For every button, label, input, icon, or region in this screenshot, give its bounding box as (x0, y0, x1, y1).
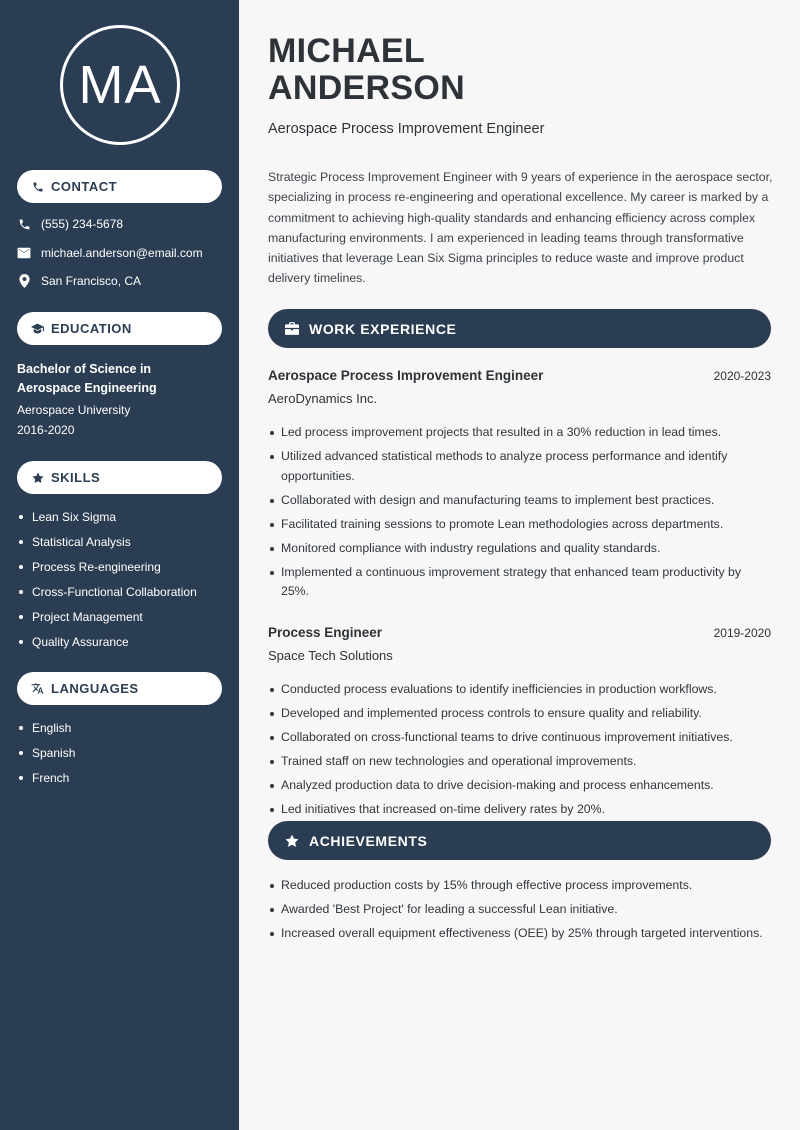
achievement-item: Reduced production costs by 15% through effective process improvements. (268, 876, 768, 896)
achievement-item: Increased overall equipment effectiveness (OEE) by 25% through targeted interventions. (268, 924, 768, 944)
skill-text: Statistical Analysis (32, 535, 131, 549)
contact-email (17, 246, 203, 260)
contact-heading-label: CONTACT (51, 179, 118, 194)
skills-heading-label: SKILLS (51, 470, 101, 485)
avatar-initials: MA (78, 55, 162, 115)
briefcase-icon (285, 322, 299, 336)
translate-icon (31, 682, 44, 695)
achievement-item: Awarded 'Best Project' for leading a successful Lean initiative. (268, 900, 768, 920)
skill-item (17, 584, 197, 609)
education-heading-label: EDUCATION (51, 321, 132, 336)
star-icon (31, 471, 44, 484)
map-pin-icon (17, 274, 31, 288)
contact-phone-text: (555) 234-5678 (41, 217, 124, 231)
star-icon (285, 834, 299, 848)
name-last: ANDERSON (268, 69, 465, 107)
sidebar (0, 0, 239, 1130)
job-title: Aerospace Process Improvement Engineer (268, 121, 545, 137)
skills-heading (17, 461, 222, 494)
skill-text: Quality Assurance (32, 635, 129, 649)
education-degree: Bachelor of Science in Aerospace Engineering (17, 362, 157, 395)
job-dates: 2019-2020 (713, 626, 771, 640)
job-bullet: Led initiatives that increased on-time delivery rates by 20%. (268, 800, 768, 820)
work-experience-heading (268, 309, 771, 348)
skill-text: Cross-Functional Collaboration (32, 585, 197, 599)
education-years: 2016-2020 (17, 423, 75, 437)
job-bullet: Analyzed production data to drive decision-making and process enhancements. (268, 776, 768, 796)
achievements-heading-label: ACHIEVEMENTS (309, 832, 428, 849)
skill-item (17, 534, 197, 559)
job-title-text: Process Engineer (268, 625, 383, 640)
work-experience-heading-label: WORK EXPERIENCE (309, 320, 457, 337)
phone-icon (31, 180, 44, 193)
candidate-name (268, 33, 465, 107)
skills-list (17, 509, 197, 659)
skill-item (17, 509, 197, 534)
language-text: English (32, 721, 72, 735)
skill-item (17, 559, 197, 584)
job-bullets (268, 680, 768, 824)
skill-text: Process Re-engineering (32, 560, 161, 574)
languages-heading (17, 672, 222, 705)
job-dates: 2020-2023 (713, 369, 771, 383)
job-bullet: Collaborated on cross-functional teams to drive continuous improvement initiatives. (268, 728, 768, 748)
language-text: Spanish (32, 746, 76, 760)
language-item (17, 745, 75, 770)
job-bullets (268, 423, 768, 606)
job-bullet: Utilized advanced statistical methods to analyze process performance and identify opportunities. (268, 447, 768, 486)
job-bullet: Developed and implemented process controls to ensure quality and reliability. (268, 704, 768, 724)
education-heading (17, 312, 222, 345)
job-company: Space Tech Solutions (268, 648, 393, 663)
contact-phone (17, 217, 123, 231)
job-header (268, 368, 771, 383)
skill-text: Project Management (32, 610, 143, 624)
contact-location-text: San Francisco, CA (41, 274, 142, 288)
job-bullet: Implemented a continuous improvement strategy that enhanced team productivity by 25%. (268, 563, 768, 602)
job-company: AeroDynamics Inc. (268, 391, 378, 406)
envelope-icon (17, 246, 31, 260)
language-item (17, 770, 75, 795)
job-bullet: Conducted process evaluations to identify inefficiencies in production workflows. (268, 680, 768, 700)
job-title-text: Aerospace Process Improvement Engineer (268, 368, 544, 383)
job-bullet: Led process improvement projects that resulted in a 30% reduction in lead times. (268, 423, 768, 443)
skill-item (17, 634, 197, 659)
skill-item (17, 609, 197, 634)
achievements-heading (268, 821, 771, 860)
skill-text: Lean Six Sigma (32, 510, 117, 524)
education-school: Aerospace University (17, 403, 131, 417)
phone-icon (17, 217, 31, 231)
job-header (268, 625, 771, 640)
avatar (60, 25, 180, 145)
contact-heading (17, 170, 222, 203)
name-first: MICHAEL (268, 32, 425, 70)
job-bullet: Collaborated with design and manufacturing teams to implement best practices. (268, 491, 768, 511)
language-item (17, 720, 75, 745)
job-bullet: Trained staff on new technologies and operational improvements. (268, 752, 768, 772)
contact-email-text: michael.anderson@email.com (41, 246, 203, 260)
graduation-cap-icon (31, 322, 44, 335)
contact-location (17, 274, 141, 288)
languages-heading-label: LANGUAGES (51, 681, 139, 696)
languages-list (17, 720, 75, 795)
profile-summary: Strategic Process Improvement Engineer with 9 years of experience in the aerospace sector, specializing in process re-engineering and operational excellence. My career is marked by a commitment to achieving high-quality standards and enhancing efficiency across complex manufacturing environments. I am experienced in leading teams through transformative initiatives that leverage Lean Six Sigma principles to reduce waste and improve product delivery timelines. (268, 170, 773, 286)
job-bullet: Monitored compliance with industry regulations and quality standards. (268, 539, 768, 559)
achievements-list (268, 876, 768, 948)
language-text: French (32, 771, 70, 785)
job-bullet: Facilitated training sessions to promote Lean methodologies across departments. (268, 515, 768, 535)
